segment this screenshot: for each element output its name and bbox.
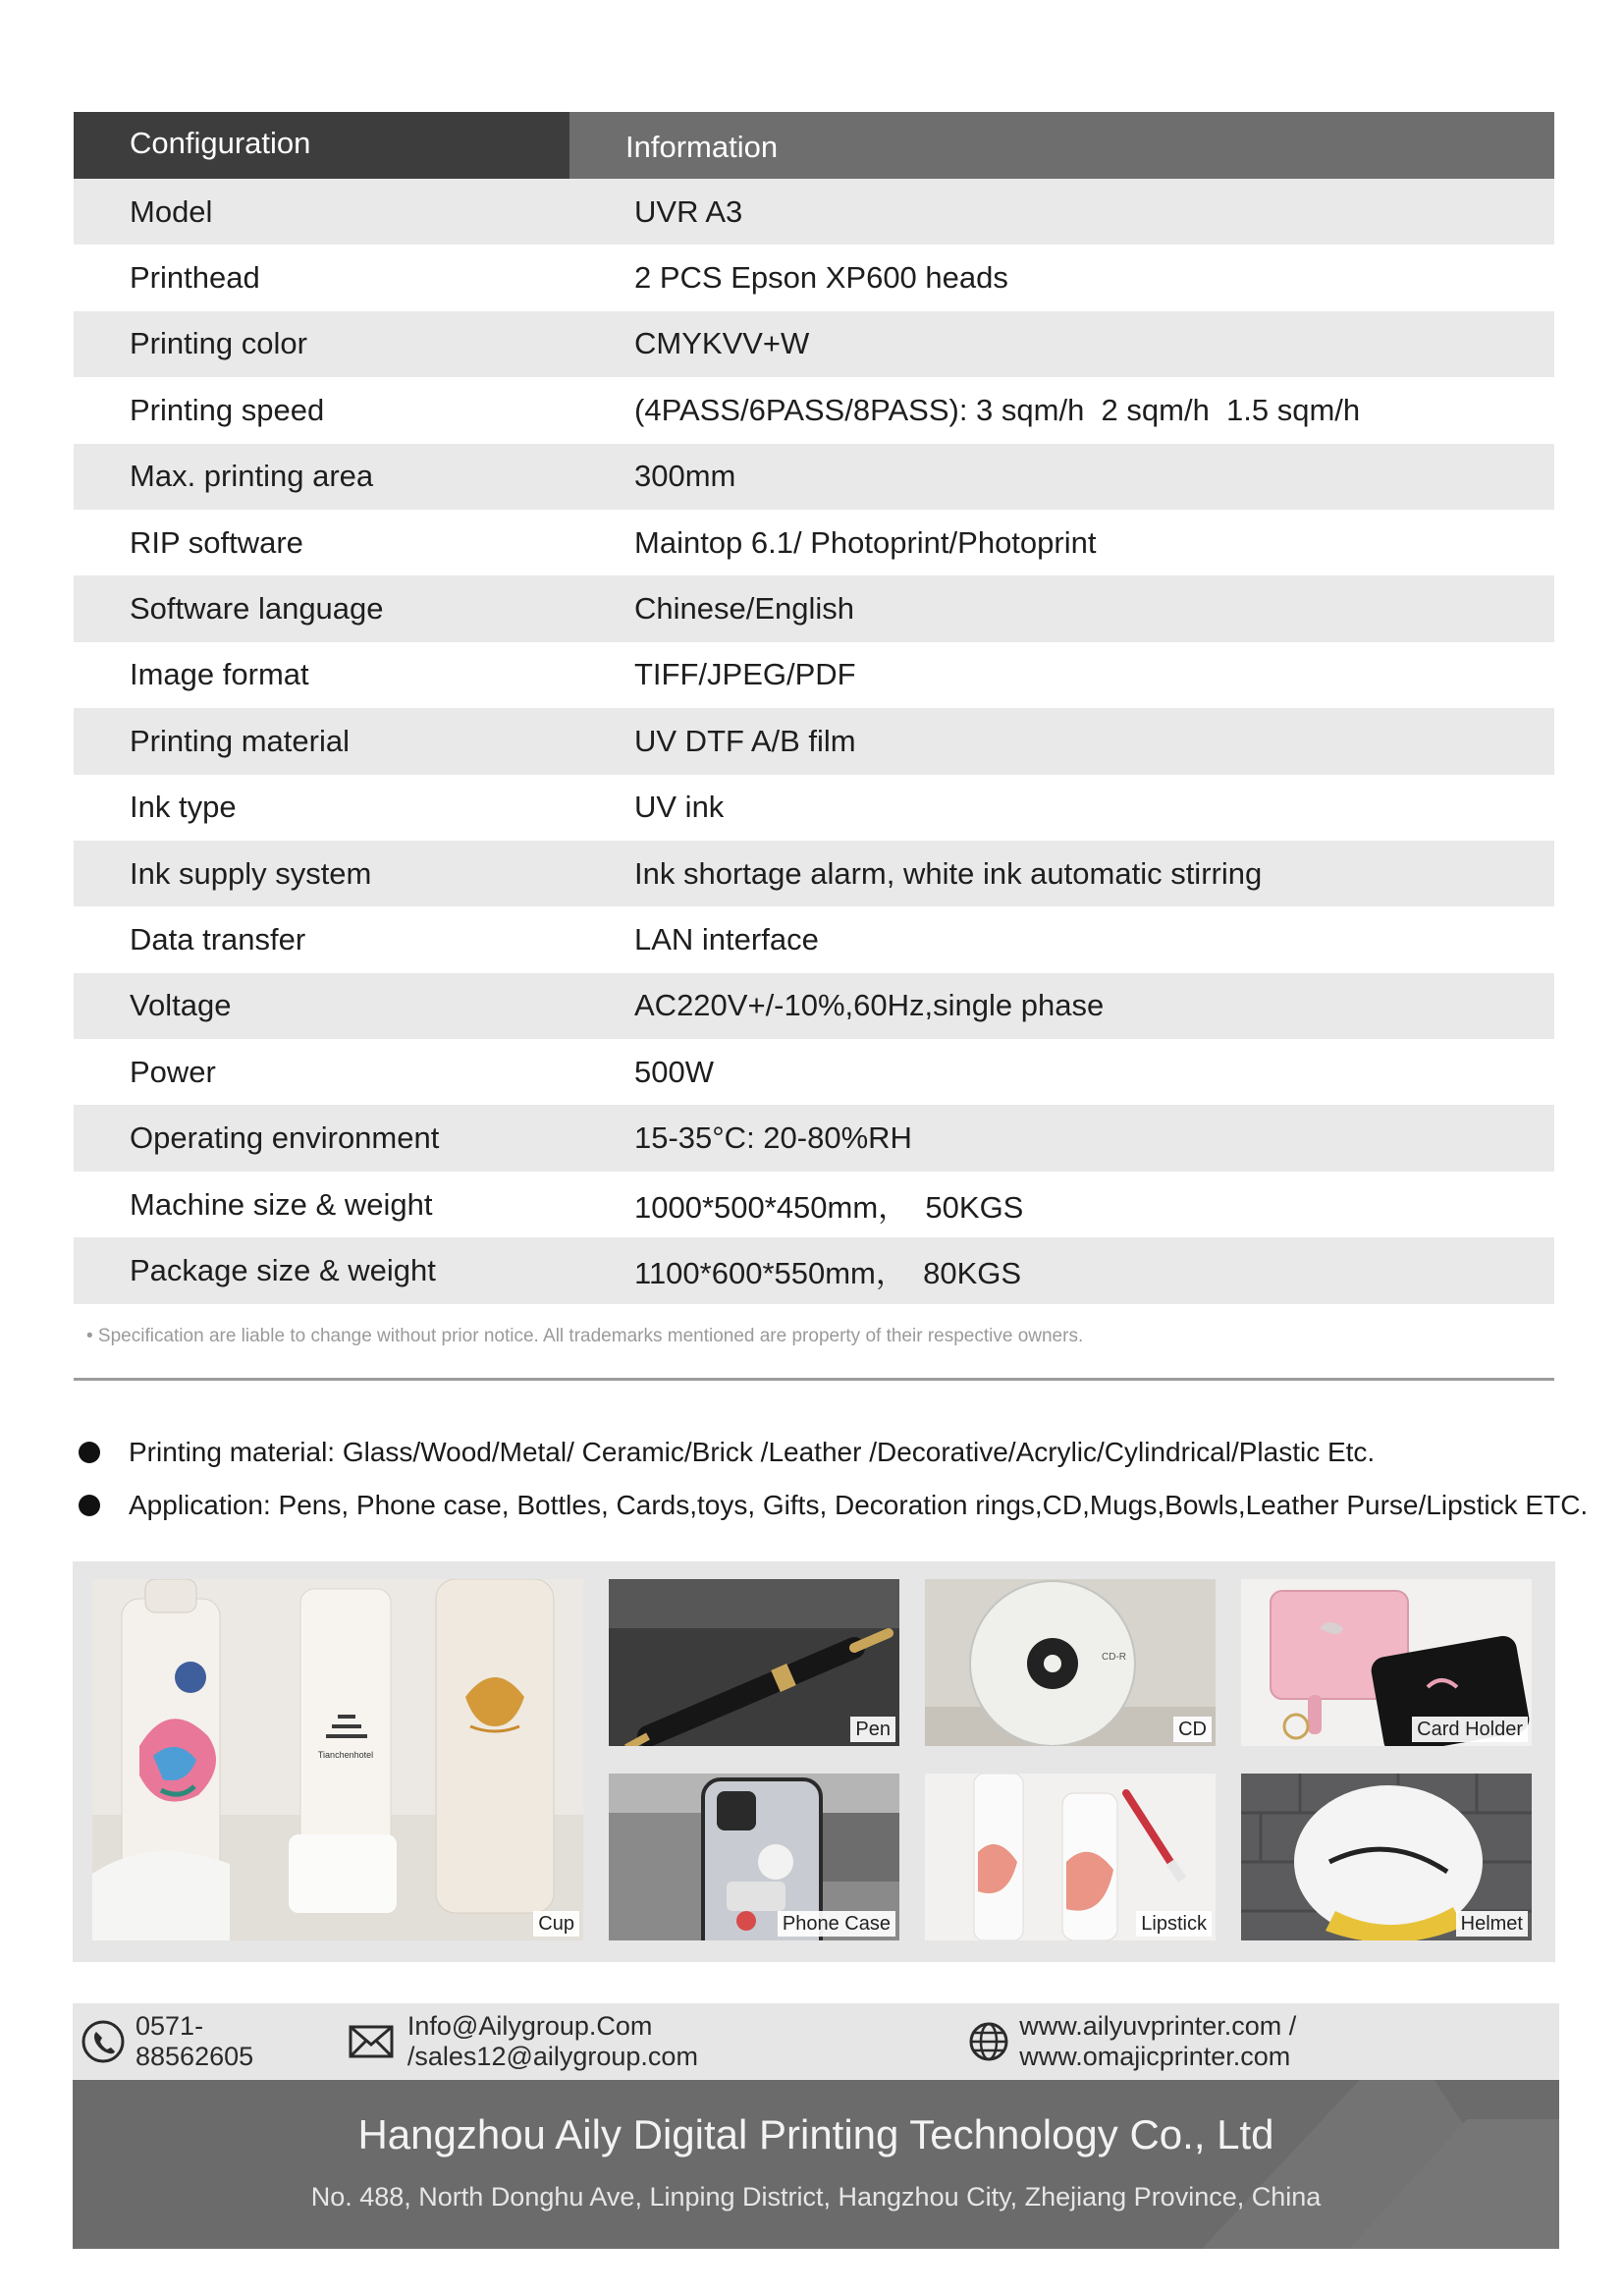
table-row — [74, 245, 1554, 310]
row-info: Chinese/English — [634, 591, 855, 627]
cd-label: CD — [1173, 1717, 1212, 1742]
row-info: UVR A3 — [634, 193, 743, 229]
gallery-tile-card-holder — [1241, 1579, 1532, 1746]
header-information: Information — [625, 130, 779, 164]
row-info: 2 PCS Epson XP600 heads — [634, 260, 1008, 296]
row-config: Printhead — [130, 260, 260, 296]
row-config: Printing color — [130, 326, 307, 361]
contact-email — [349, 2011, 935, 2072]
row-config: Data transfer — [130, 921, 306, 956]
lipstick-label: Lipstick — [1136, 1911, 1212, 1937]
product-gallery — [73, 1561, 1555, 1962]
table-row — [74, 841, 1554, 906]
row-config: Printing material — [130, 723, 350, 758]
gallery-tile-cd — [925, 1579, 1216, 1746]
company-name: Hangzhou Aily Digital Printing Technology Co., Ltd — [357, 2111, 1274, 2157]
row-config: Max. printing area — [130, 459, 374, 494]
gallery-tile-pen — [609, 1579, 899, 1746]
contact-website — [968, 2011, 1559, 2072]
cup-label: Cup — [533, 1911, 579, 1937]
table-row — [74, 973, 1554, 1039]
helmet-label: Helmet — [1456, 1911, 1528, 1937]
row-info: Ink shortage alarm, white ink automatic stirring — [634, 855, 1263, 891]
table-row — [74, 1172, 1554, 1237]
row-config: Machine size & weight — [130, 1186, 433, 1222]
list-item — [74, 1426, 1566, 1479]
table-row — [74, 708, 1554, 774]
phone-case-label: Phone Case — [778, 1911, 895, 1937]
pen-label: Pen — [850, 1717, 895, 1742]
row-config: RIP software — [130, 524, 303, 560]
bullet-text: Printing material: Glass/Wood/Metal/ Ceramic/Brick /Leather /Decorative/Acrylic/Cylindrical/Plastic Etc. — [129, 1437, 1376, 1467]
bullet-dot-icon — [79, 1442, 100, 1463]
mail-icon — [349, 2025, 394, 2058]
watermark-logo-icon — [73, 2080, 1559, 2249]
row-config: Printing speed — [130, 392, 325, 427]
row-config: Image format — [130, 657, 309, 692]
gallery-tile-cup — [92, 1579, 583, 1940]
row-config: Package size & weight — [130, 1252, 436, 1287]
row-info: LAN interface — [634, 921, 819, 956]
row-config: Model — [130, 193, 213, 229]
phone-number: 0571-88562605 — [135, 2011, 254, 2071]
gallery-tile-lipstick — [925, 1774, 1216, 1940]
table-row — [74, 1039, 1554, 1105]
header-configuration: Configuration — [74, 112, 569, 179]
table-row — [74, 510, 1554, 575]
table-row — [74, 906, 1554, 972]
row-config: Operating environment — [130, 1120, 440, 1156]
row-info: UV ink — [634, 790, 725, 825]
row-info: 500W — [634, 1054, 714, 1089]
section-divider — [74, 1378, 1554, 1381]
row-info: 1000*500*450mm， 50KGS — [634, 1190, 1024, 1226]
table-row — [74, 311, 1554, 377]
company-footer — [73, 2080, 1559, 2249]
table-row — [74, 775, 1554, 841]
row-info: Maintop 6.1/ Photoprint/Photoprint — [634, 524, 1097, 560]
list-item — [74, 1479, 1589, 1532]
bullet-dot-icon — [79, 1495, 100, 1516]
email-address: Info@Ailygroup.Com /sales12@ailygroup.com — [406, 2011, 698, 2071]
row-config: Ink supply system — [130, 855, 372, 891]
row-config: Power — [130, 1054, 216, 1089]
cd-disc-text: CD-R — [1102, 1652, 1126, 1663]
row-info: 15-35°C: 20-80%RH — [634, 1120, 912, 1156]
table-row — [74, 1237, 1554, 1303]
table-row — [74, 1105, 1554, 1171]
globe-icon — [968, 2021, 1009, 2062]
phone-icon — [81, 2019, 126, 2064]
row-info: (4PASS/6PASS/8PASS): 3 sqm/h 2 sqm/h 1.5 sqm/h — [634, 392, 1361, 427]
row-info: 1100*600*550mm， 80KGS — [634, 1256, 1022, 1291]
row-info: UV DTF A/B film — [634, 723, 856, 758]
row-info: TIFF/JPEG/PDF — [634, 657, 856, 692]
spec-table-header — [74, 112, 1554, 179]
gallery-tile-helmet — [1241, 1774, 1532, 1940]
gallery-tile-phone-case — [609, 1774, 899, 1940]
company-address: No. 488, North Donghu Ave, Linping District, Hangzhou City, Zhejiang Province, China — [310, 2182, 1322, 2212]
row-config: Software language — [130, 591, 384, 627]
website-url: www.ailyuvprinter.com / www.omajicprinter.com — [1019, 2011, 1297, 2071]
table-row — [74, 377, 1554, 443]
spec-footnote: • Specification are liable to change without prior notice. All trademarks mentioned are property of their respective owners. — [86, 1326, 1084, 1346]
row-config: Ink type — [130, 790, 237, 825]
cup-print-text: Tianchenhotel — [317, 1750, 374, 1760]
row-info: CMYKVV+W — [634, 326, 810, 361]
contact-phone — [81, 2011, 315, 2072]
row-info: 300mm — [634, 459, 736, 494]
spec-table — [74, 112, 1554, 1304]
cup-photo-image — [92, 1579, 583, 1940]
card-holder-label: Card Holder — [1412, 1717, 1528, 1742]
bullet-text: Application: Pens, Phone case, Bottles, Cards,toys, Gifts, Decoration rings,CD,Mugs,Bowls,Leather Purse/Lipstick ETC. — [129, 1490, 1589, 1520]
table-row — [74, 179, 1554, 245]
row-info: AC220V+/-10%,60Hz,single phase — [634, 988, 1105, 1023]
feature-bullets — [74, 1426, 1589, 1532]
table-row — [74, 642, 1554, 708]
row-config: Voltage — [130, 988, 232, 1023]
table-row — [74, 444, 1554, 510]
contact-bar — [73, 2003, 1559, 2080]
cd-photo-image — [925, 1579, 1216, 1746]
table-row — [74, 575, 1554, 641]
